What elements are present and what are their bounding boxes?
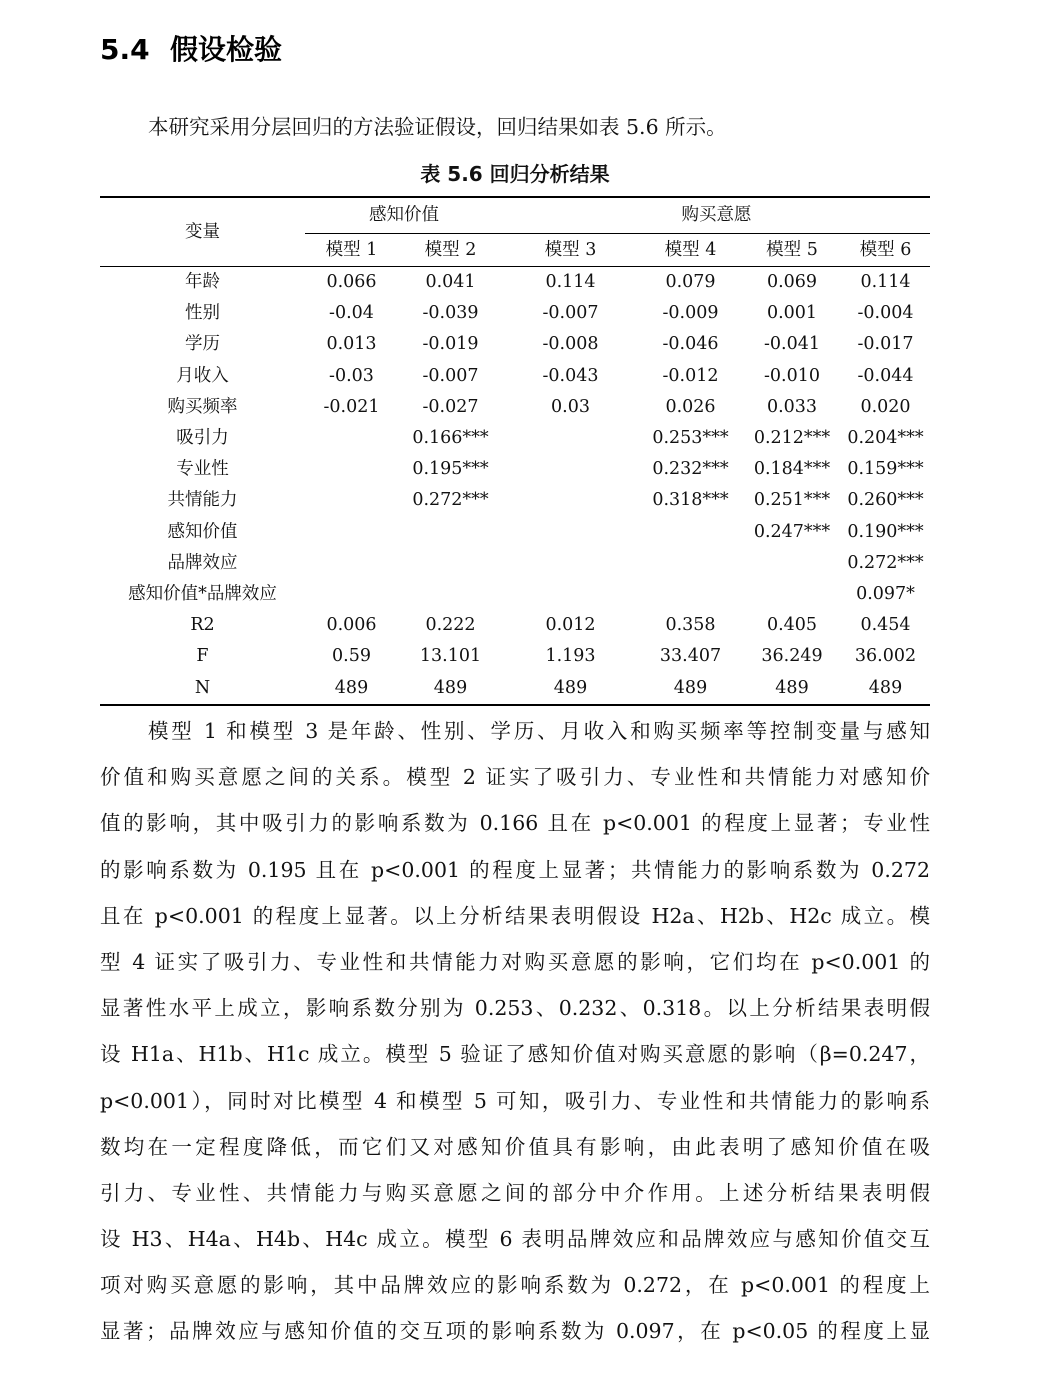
table-cell: 0.033 <box>766 396 818 417</box>
table-cell: 0.232*** <box>652 459 729 480</box>
table-cell: 489 <box>433 677 468 698</box>
table-row <box>100 517 930 548</box>
body-line: 型 4 证实了吸引力、专业性和共情能力对购买意愿的影响，它们均在 p<0.001 的 <box>100 949 930 974</box>
table-cell: 0.026 <box>665 396 716 417</box>
table-cell <box>503 485 638 516</box>
table-cell: 0.001 <box>766 303 818 324</box>
table-cell: 36.249 <box>761 646 823 667</box>
table-cell: -0.017 <box>857 334 914 355</box>
body-line: 设 H3、H4a、H4b、H4c 成立。模型 6 表明品牌效应和品牌效应与感知价值交互 <box>100 1227 930 1252</box>
body-line: 价值和购买意愿之间的关系。模型 2 证实了吸引力、专业性和共情能力对感知价 <box>100 765 930 790</box>
table-cell: 0.013 <box>326 334 377 355</box>
table-row <box>100 579 930 610</box>
group-header-perceived-value: 感知价值 <box>305 197 503 234</box>
table-cell <box>503 548 638 579</box>
table-cell: 36.002 <box>854 646 917 667</box>
table-row <box>100 361 930 392</box>
table-row <box>100 423 930 454</box>
table-cell: 13.101 <box>419 646 482 667</box>
section-heading <box>100 28 282 68</box>
table-cell: 0.006 <box>326 615 377 636</box>
row-label: 专业性 <box>176 459 229 480</box>
table-cell: -0.027 <box>422 396 479 417</box>
body-line: 模型 1 和模型 3 是年龄、性别、学历、月收入和购买频率等控制变量与感知 <box>148 719 930 743</box>
row-label: 学历 <box>185 334 220 355</box>
table-cell: 489 <box>334 677 369 698</box>
table-cell <box>398 517 503 548</box>
table-cell: 0.212*** <box>753 428 831 449</box>
model-header: 模型 1 <box>325 239 378 260</box>
body-line: 项对购买意愿的影响，其中品牌效应的影响系数为 0.272，在 p<0.001 的程度上 <box>100 1273 930 1298</box>
table-cell: 0.069 <box>743 267 841 299</box>
intro-paragraph: 本研究采用分层回归的方法验证假设，回归结果如表 5.6 所示。 <box>148 115 727 139</box>
table-row <box>100 485 930 516</box>
table-cell: -0.03 <box>329 365 374 386</box>
table-cell: -0.007 <box>422 365 479 386</box>
body-line: 引力、专业性、共情能力与购买意愿之间的部分中介作用。上述分析结果表明假 <box>100 1180 930 1205</box>
table-cell: 0.159*** <box>847 459 924 480</box>
table-cell: -0.021 <box>323 396 380 417</box>
table-cell: 0.066 <box>305 267 398 299</box>
table-row <box>100 267 930 299</box>
table-cell <box>743 548 841 579</box>
table-cell: -0.04 <box>329 303 374 324</box>
section-number: 5.4 <box>100 33 150 66</box>
table-cell <box>305 485 398 516</box>
table-cell: 0.272*** <box>847 552 924 573</box>
group-header-purchase-intention: 购买意愿 <box>503 197 930 234</box>
table-cell: -0.004 <box>857 303 914 324</box>
table-caption: 表 5.6 回归分析结果 <box>420 162 610 186</box>
body-line: 的影响系数为 0.195 且在 p<0.001 的程度上显著；共情能力的影响系数为 0.272 <box>100 857 930 882</box>
model-header: 模型 5 <box>766 239 818 260</box>
table-row <box>100 610 930 641</box>
table-cell: 489 <box>673 677 708 698</box>
table-cell <box>638 579 743 610</box>
model-header: 模型 2 <box>424 239 477 260</box>
table-cell: -0.007 <box>542 303 599 324</box>
model-header: 模型 3 <box>544 239 597 260</box>
row-label: 共情能力 <box>167 490 238 511</box>
table-cell: 0.405 <box>766 615 818 636</box>
table-cell: 489 <box>553 677 588 698</box>
model-header: 模型 6 <box>859 239 912 260</box>
row-label: R2 <box>190 615 215 636</box>
table-cell <box>398 579 503 610</box>
table-cell: -0.046 <box>662 334 719 355</box>
table-cell: 0.260*** <box>847 490 924 511</box>
table-cell: 0.272*** <box>412 490 489 511</box>
table-row <box>100 454 930 485</box>
table-cell <box>503 579 638 610</box>
table-cell <box>503 423 638 454</box>
table-row <box>100 548 930 579</box>
table-cell: -0.008 <box>542 334 599 355</box>
table-cell <box>743 579 841 610</box>
table-cell: -0.039 <box>422 303 479 324</box>
model-header: 模型 4 <box>664 239 717 260</box>
table-cell: -0.012 <box>662 365 719 386</box>
body-line: 值的影响，其中吸引力的影响系数为 0.166 且在 p<0.001 的程度上显著；专业性 <box>100 811 930 836</box>
body-line: 数均在一定程度降低，而它们又对感知价值具有影响，由此表明了感知价值在吸 <box>100 1134 930 1159</box>
row-label: 购买频率 <box>167 396 238 417</box>
table-row <box>100 392 930 423</box>
table-cell: 0.318*** <box>652 490 729 511</box>
table-cell: 0.190*** <box>847 521 924 542</box>
table-cell: 0.222 <box>425 615 476 636</box>
table-cell: 0.114 <box>841 267 930 299</box>
table-cell: 489 <box>868 677 903 698</box>
table-cell: 33.407 <box>659 646 722 667</box>
table-cell: -0.019 <box>422 334 479 355</box>
variable-header: 变量 <box>185 221 220 242</box>
table-cell <box>503 517 638 548</box>
table-cell <box>398 548 503 579</box>
table-row <box>100 641 930 672</box>
body-line: 显著性水平上成立，影响系数分别为 0.253、0.232、0.318。以上分析结果表明假 <box>100 996 930 1021</box>
table-cell: 0.166*** <box>412 428 489 449</box>
table-cell: 0.204*** <box>847 428 924 449</box>
row-label: N <box>194 677 211 698</box>
table-cell: -0.043 <box>542 365 599 386</box>
body-line: 且在 p<0.001 的程度上显著。以上分析结果表明假设 H2a、H2b、H2c 成立。模 <box>100 903 930 928</box>
table-cell: -0.010 <box>763 365 820 386</box>
table-cell: 0.114 <box>503 267 638 299</box>
row-label: 性别 <box>185 303 220 324</box>
body-line: 显著；品牌效应与感知价值的交互项的影响系数为 0.097，在 p<0.05 的程度上显 <box>100 1319 930 1344</box>
table-cell: -0.041 <box>763 334 820 355</box>
table-cell: 0.454 <box>860 615 911 636</box>
table-cell: 0.041 <box>398 267 503 299</box>
table-row <box>100 329 930 360</box>
table-cell: 0.012 <box>545 615 596 636</box>
table-cell: -0.044 <box>857 365 914 386</box>
row-label: 品牌效应 <box>167 552 238 573</box>
table-cell: 0.358 <box>665 615 716 636</box>
table-cell <box>305 579 398 610</box>
table-cell <box>503 454 638 485</box>
body-line: 设 H1a、H1b、H1c 成立。模型 5 验证了感知价值对购买意愿的影响（β=0.247， <box>100 1042 930 1067</box>
table-cell: 0.59 <box>332 646 371 667</box>
table-cell: 0.079 <box>638 267 743 299</box>
row-label: 感知价值*品牌效应 <box>128 583 277 604</box>
table-cell: 0.020 <box>860 396 911 417</box>
table-cell: 0.251*** <box>753 490 831 511</box>
body-line: p<0.001），同时对比模型 4 和模型 5 可知，吸引力、专业性和共情能力的影响系 <box>100 1088 930 1113</box>
table-cell <box>305 423 398 454</box>
table-cell: 0.03 <box>551 396 590 417</box>
table-cell: 0.184*** <box>753 459 831 480</box>
table-row <box>100 672 930 704</box>
table-cell: 1.193 <box>545 646 596 667</box>
section-title: 假设检验 <box>170 33 283 66</box>
table-cell: 0.195*** <box>412 459 489 480</box>
row-label: 感知价值 <box>167 521 238 542</box>
body-paragraph <box>100 708 930 1355</box>
table-cell <box>638 548 743 579</box>
row-label: 年龄 <box>100 267 305 299</box>
table-cell: 0.253*** <box>652 428 729 449</box>
table-cell: 489 <box>775 677 809 698</box>
table-cell: -0.009 <box>662 303 719 324</box>
row-label: 吸引力 <box>176 428 229 449</box>
table-cell <box>638 517 743 548</box>
table-cell <box>305 548 398 579</box>
regression-table <box>100 196 930 706</box>
row-label: 月收入 <box>176 365 229 386</box>
table-cell: 0.097* <box>856 583 915 604</box>
table-cell: 0.247*** <box>753 521 831 542</box>
table-cell <box>305 454 398 485</box>
table-row <box>100 298 930 329</box>
table-cell <box>305 517 398 548</box>
row-label: F <box>196 646 209 667</box>
